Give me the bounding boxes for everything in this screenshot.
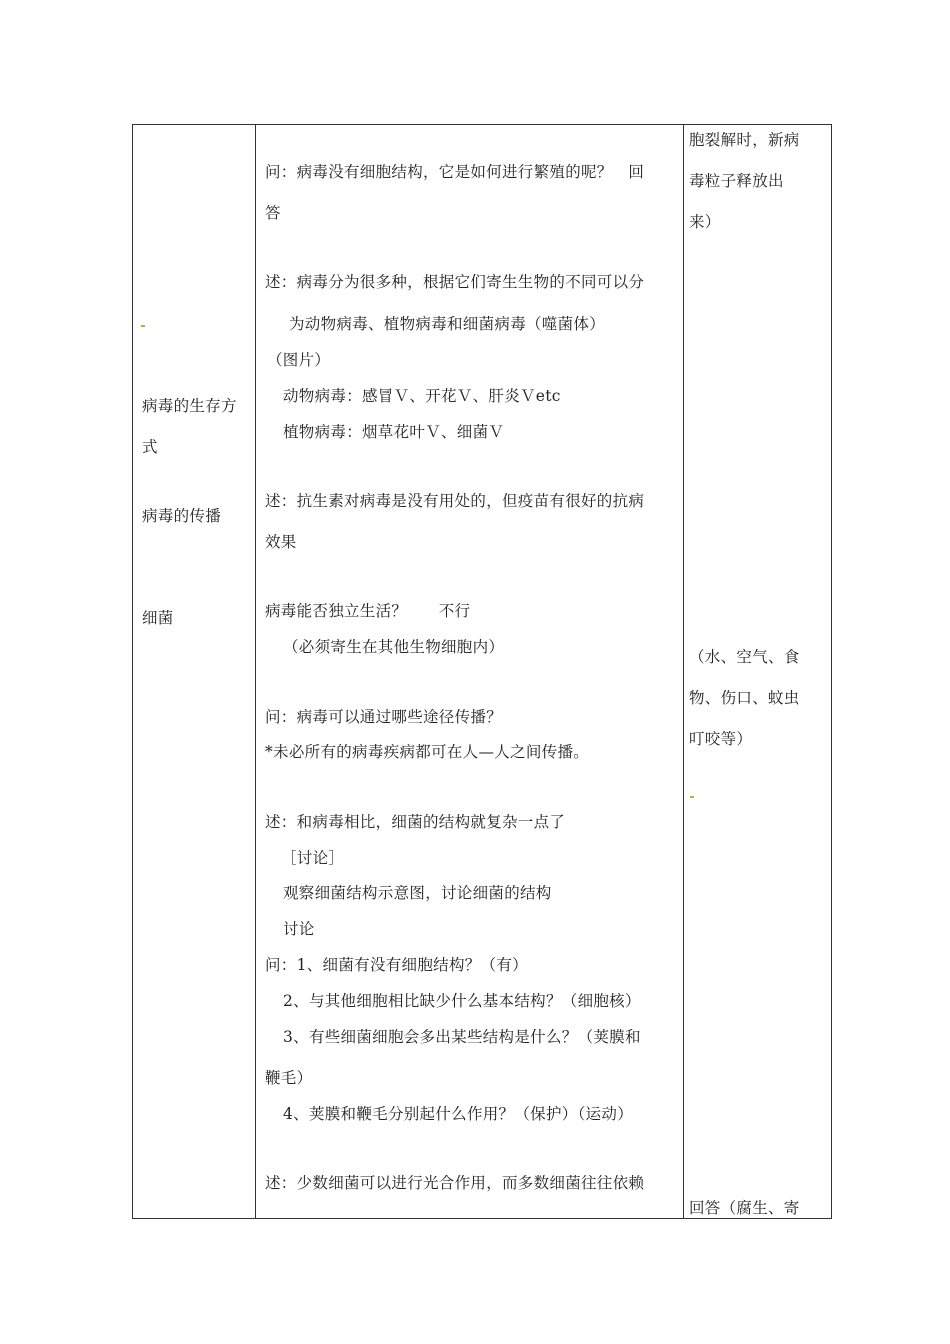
question-3-cont: 鞭毛）	[265, 1069, 313, 1087]
routes-answer-line3: 叮咬等）	[689, 730, 753, 748]
animal-virus-examples: 动物病毒：感冒Ｖ、开花Ｖ、肝炎Ｖetc	[283, 387, 561, 405]
column-divider-left	[255, 125, 256, 1218]
routes-answer-line2: 物、伤口、蚊虫	[689, 689, 800, 707]
statement-virus-types-cont: 为动物病毒、植物病毒和细菌病毒（噬菌体）	[289, 315, 606, 333]
question-routes: 问：病毒可以通过哪些途径传播？	[265, 708, 503, 726]
topic-bacteria: 细菌	[142, 609, 174, 627]
answer-parasitic: （必须寄生在其他生物细胞内）	[283, 638, 505, 656]
routes-answer-line1: （水、空气、食	[689, 648, 800, 666]
question-4: 4、荚膜和鞭毛分别起什么作用？（保护）（运动）	[283, 1105, 634, 1123]
note-routes: *未必所有的病毒疾病都可在人—人之间传播。	[265, 743, 590, 761]
release-note-line1: 胞裂解时，新病	[689, 131, 800, 149]
topic-survival-cont: 式	[142, 438, 158, 456]
topic-spread: 病毒的传播	[142, 507, 222, 525]
question-3: 3、有些细菌细胞会多出某些结构是什么？（荚膜和	[283, 1028, 641, 1046]
lesson-table	[132, 124, 832, 1219]
question-reproduce: 问：病毒没有细胞结构，它是如何进行繁殖的呢？ 回	[265, 163, 645, 181]
discuss-text: 讨论	[283, 920, 315, 938]
mark-dot	[690, 796, 694, 798]
question-independent: 病毒能否独立生活？ 不行	[265, 602, 471, 620]
observe-instruction: 观察细菌结构示意图，讨论细菌的结构	[283, 884, 552, 902]
statement-antibiotic-cont: 效果	[265, 533, 297, 551]
plant-virus-examples: 植物病毒：烟草花叶Ｖ、细菌Ｖ	[283, 423, 505, 441]
question-2: 2、与其他细胞相比缺少什么基本结构？（细胞核）	[283, 992, 641, 1010]
release-note-line2: 毒粒子释放出	[689, 172, 784, 190]
question-1: 问：1、细菌有没有细胞结构？（有）	[265, 956, 528, 974]
column-divider-right	[683, 125, 684, 1218]
statement-antibiotic: 述：抗生素对病毒是没有用处的，但疫苗有很好的抗病	[265, 492, 645, 510]
statement-bacteria: 述：和病毒相比，细菌的结构就复杂一点了	[265, 813, 566, 831]
discussion-label: ［讨论］	[281, 849, 345, 867]
answer-saprophytic: 回答（腐生、寄	[689, 1199, 800, 1217]
statement-virus-types: 述：病毒分为很多种，根据它们寄生生物的不同可以分	[265, 273, 645, 291]
statement-photosynthesis: 述：少数细菌可以进行光合作用，而多数细菌往往依赖	[265, 1174, 645, 1192]
topic-survival: 病毒的生存方	[142, 397, 237, 415]
release-note-line3: 来）	[689, 213, 721, 231]
picture-note: （图片）	[267, 351, 331, 369]
question-reproduce-cont: 答	[265, 204, 281, 222]
mark-dot	[141, 325, 145, 327]
